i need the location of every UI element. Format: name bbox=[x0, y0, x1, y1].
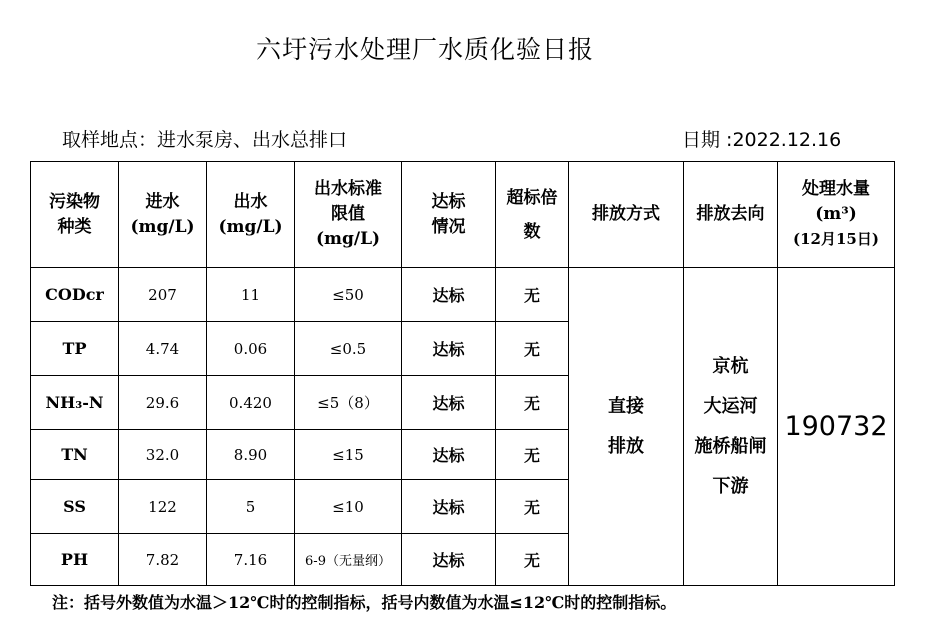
exceed-multiple: 无 bbox=[496, 534, 569, 586]
footnote: 注：括号外数值为水温＞12℃时的控制指标，括号内数值为水温≤12℃时的控制指标。 bbox=[52, 593, 677, 612]
exceed-multiple: 无 bbox=[496, 268, 569, 322]
pollutant-name: SS bbox=[31, 480, 119, 534]
exceed-multiple: 无 bbox=[496, 480, 569, 534]
pollutant-name: NH₃-N bbox=[31, 376, 119, 430]
compliance-status: 达标 bbox=[402, 376, 496, 430]
outflow-value: 5 bbox=[207, 480, 295, 534]
pollutant-name: CODcr bbox=[31, 268, 119, 322]
limit-value: ≤5（8） bbox=[295, 376, 402, 430]
discharge-to-line: 施桥船闸 bbox=[694, 435, 767, 457]
exceed-multiple: 无 bbox=[496, 430, 569, 480]
inflow-value: 32.0 bbox=[119, 430, 207, 480]
report-date: 日期 :2022.12.16 bbox=[682, 129, 842, 151]
table-row bbox=[31, 268, 895, 322]
limit-value: ≤50 bbox=[295, 268, 402, 322]
header-volume: 处理水量(m³) (12月15日) bbox=[778, 162, 895, 268]
outflow-value: 0.420 bbox=[207, 376, 295, 430]
discharge-to-cell bbox=[684, 268, 778, 586]
sampling-location: 取样地点：进水泵房、出水总排口 bbox=[62, 129, 348, 151]
report-title: 六圩污水处理厂水质化验日报 bbox=[255, 35, 594, 64]
header-compliance: 达标情况 bbox=[402, 162, 496, 268]
discharge-method-cell bbox=[569, 268, 684, 586]
compliance-status: 达标 bbox=[402, 322, 496, 376]
header-outflow: 出水(mg/L) bbox=[207, 162, 295, 268]
header-inflow: 进水(mg/L) bbox=[119, 162, 207, 268]
inflow-value: 207 bbox=[119, 268, 207, 322]
pollutant-name: TP bbox=[31, 322, 119, 376]
discharge-method-line: 直接 bbox=[608, 395, 644, 417]
inflow-value: 29.6 bbox=[119, 376, 207, 430]
discharge-to-line: 大运河 bbox=[703, 395, 758, 417]
pollutant-name: TN bbox=[31, 430, 119, 480]
header-pollutant: 污染物种类 bbox=[31, 162, 119, 268]
compliance-status: 达标 bbox=[402, 430, 496, 480]
limit-value: 6-9（无量纲） bbox=[295, 534, 402, 586]
header-discharge-method: 排放方式 bbox=[569, 162, 684, 268]
outflow-value: 7.16 bbox=[207, 534, 295, 586]
inflow-value: 7.82 bbox=[119, 534, 207, 586]
outflow-value: 11 bbox=[207, 268, 295, 322]
pollutant-name: PH bbox=[31, 534, 119, 586]
discharge-method-line: 排放 bbox=[608, 435, 644, 457]
header-discharge-to: 排放去向 bbox=[684, 162, 778, 268]
limit-value: ≤15 bbox=[295, 430, 402, 480]
header-limit: 出水标准限值(mg/L) bbox=[295, 162, 402, 268]
outflow-value: 8.90 bbox=[207, 430, 295, 480]
exceed-multiple: 无 bbox=[496, 376, 569, 430]
limit-value: ≤10 bbox=[295, 480, 402, 534]
exceed-multiple: 无 bbox=[496, 322, 569, 376]
inflow-value: 122 bbox=[119, 480, 207, 534]
header-exceed: 超标倍数 bbox=[496, 162, 569, 268]
limit-value: ≤0.5 bbox=[295, 322, 402, 376]
water-quality-table bbox=[30, 161, 895, 586]
compliance-status: 达标 bbox=[402, 534, 496, 586]
treated-volume-value: 190732 bbox=[778, 268, 895, 586]
inflow-value: 4.74 bbox=[119, 322, 207, 376]
discharge-to-line: 京杭 bbox=[712, 355, 749, 377]
outflow-value: 0.06 bbox=[207, 322, 295, 376]
compliance-status: 达标 bbox=[402, 480, 496, 534]
compliance-status: 达标 bbox=[402, 268, 496, 322]
discharge-to-line: 下游 bbox=[712, 475, 749, 497]
header-row bbox=[31, 162, 895, 268]
